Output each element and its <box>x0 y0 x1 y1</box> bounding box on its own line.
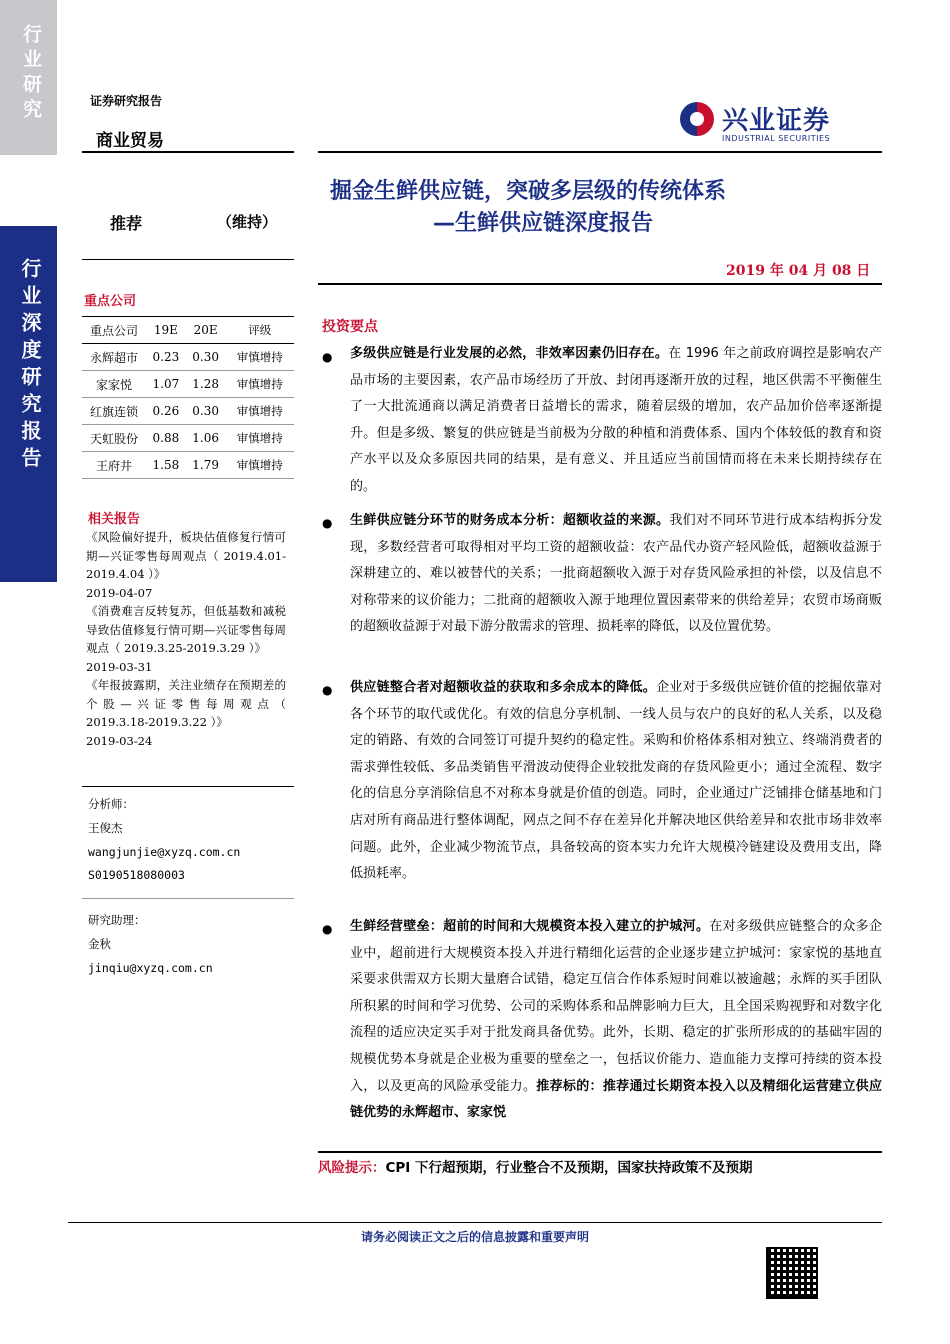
table-cell: 审慎增持 <box>226 452 294 479</box>
investment-point <box>350 508 882 641</box>
logo-cn-text: 兴业证券 <box>722 106 831 136</box>
table-cell: 天虹股份 <box>82 425 146 452</box>
analyst-license: S0190518080003 <box>88 868 185 882</box>
table-cell: 1.58 <box>146 452 186 479</box>
footer-divider <box>68 1222 882 1223</box>
risk-text: CPI 下行超预期，行业整合不及预期，国家扶持政策不及预期 <box>385 1160 753 1176</box>
logo-en-text: INDUSTRIAL SECURITIES <box>722 134 831 143</box>
point-heading: 生鲜经营壁垒：超前的时间和大规模资本投入建立的护城河。 <box>350 919 710 934</box>
sector-divider <box>82 151 294 153</box>
report-subtitle: —生鲜供应链深度报告 <box>433 211 654 236</box>
report-date: 2019 年 04 月 08 日 <box>726 263 871 279</box>
investment-point <box>350 914 882 1127</box>
related-reports-list <box>86 528 286 750</box>
related-reports-heading: 相关报告 <box>88 512 141 527</box>
assistant-divider <box>82 898 294 899</box>
point-body: 在对多级供应链整合的众多企业中，超前进行大规模资本投入并进行精细化运营的企业逐步建立护城河：家家悦的基地直采要求供需双方长期大量磨合试错，稳定互信合作体系短时间难以被逾越；永辉的买手团队所积累的时间和学习优势、公司的采购体系和品牌影响力巨大，且全国采购视野和对数字化流程的适应决定买手对于批发商具备优势。此外，长期、稳定的扩张所形成的的基础牢固的规模优势本身就是企业极为重要的壁垒之一，包括议价能力、造血能力支撑可持续的资本投入，以及更高的风险承受能力。 <box>350 919 882 1094</box>
risk-warning <box>318 1156 753 1176</box>
point-body: 企业对于多级供应链价值的挖掘依靠对各个环节的取代或优化。有效的信息分享机制、一线人员与农户的良好的私人关系，以及稳定的销路、有效的合同签订可提升契约的稳定性。采购和价格体系相对独立、终端消费者的需求弹性较低、多品类销售平滑波动使得企业较批发商的存货风险更小；通过全流程、数字化的信息分享消除信息不对称本身就是价值的创造。同时，企业通过广泛铺排仓储基地和门店对所有商品进行整体调配，网点之间不存在差异化并解决地区供给差异和农批市场非效率问题。此外，企业减少物流节点，具备较高的资本实力允许大规模冷链建设及费用支出，降低损耗率。 <box>350 680 882 882</box>
qr-code-icon <box>766 1247 818 1299</box>
bullet-icon: ● <box>322 683 333 697</box>
point-heading: 供应链整合者对超额收益的获取和多余成本的降低。 <box>350 680 657 695</box>
table-cell: 1.79 <box>186 452 226 479</box>
table-cell: 1.06 <box>186 425 226 452</box>
title-divider <box>318 283 882 285</box>
table-cell: 1.07 <box>146 371 186 398</box>
bullet-icon: ● <box>322 516 333 530</box>
table-cell: 永辉超市 <box>82 344 146 371</box>
point-body: 在 1996 年之前政府调控是影响农产品市场的主要因素，农产品市场经历了开放、封闭再逐渐开放的过程，地区供需不平衡催生了一大批流通商以满足消费者日益增长的需求，随着层级的增加，农产品加价倍率逐渐提升。但是多级、繁复的供应链是当前极为分散的种植和消费体系、国内个体较低的教育和资产水平以及众多原因共同的结果，是有意义、并且适应当前国情而将在未来长期持续存在的。 <box>350 346 882 494</box>
table-row <box>82 344 294 371</box>
key-companies-table <box>82 316 294 479</box>
company-logo <box>680 100 870 145</box>
investment-point <box>350 341 882 501</box>
table-cell: 0.30 <box>186 344 226 371</box>
table-cell: 0.23 <box>146 344 186 371</box>
report-title: 掘金生鲜供应链，突破多层级的传统体系 <box>330 179 727 204</box>
table-cell: 审慎增持 <box>226 344 294 371</box>
related-report-title[interactable]: 《风险偏好提升，板块估值修复行情可期—兴证零售每周观点（ 2019.4.01-2019.4.04 ）》 <box>86 530 286 581</box>
assistant-email[interactable]: jinqiu@xyzq.com.cn <box>88 961 213 975</box>
related-report-title[interactable]: 《年报披露期，关注业绩存在预期差的个股—兴证零售每周观点（ 2019.3.18-2019.3.22 ）》 <box>86 678 286 729</box>
table-row <box>82 425 294 452</box>
risk-label: 风险提示： <box>318 1160 386 1176</box>
sidebar-top-label: 行业研究 <box>20 24 42 124</box>
table-cell: 红旗连锁 <box>82 398 146 425</box>
investment-heading: 投资要点 <box>322 319 378 335</box>
table-cell: 家家悦 <box>82 371 146 398</box>
investment-point <box>350 675 882 888</box>
bullet-icon: ● <box>322 350 333 364</box>
sidebar-bottom-label: 行业深度研究报告 <box>18 258 42 474</box>
table-cell: 0.26 <box>146 398 186 425</box>
table-row <box>82 452 294 479</box>
risk-divider <box>318 1151 882 1153</box>
table-cell: 审慎增持 <box>226 398 294 425</box>
rating-label: 推荐 <box>110 214 143 233</box>
table-header-row <box>82 317 294 344</box>
report-type: 证券研究报告 <box>90 94 163 108</box>
key-companies-heading: 重点公司 <box>84 294 137 309</box>
related-report-date: 2019-03-31 <box>86 659 153 674</box>
bullet-icon: ● <box>322 922 333 936</box>
analyst-label: 分析师： <box>88 797 134 811</box>
sector-name: 商业贸易 <box>96 131 164 151</box>
rating-divider <box>82 259 294 260</box>
point-heading: 多级供应链是行业发展的必然，非效率因素仍旧存在。 <box>350 346 669 361</box>
column-header: 重点公司 <box>82 317 146 344</box>
table-cell: 0.30 <box>186 398 226 425</box>
table-cell: 审慎增持 <box>226 425 294 452</box>
column-header: 20E <box>186 317 226 344</box>
table-row <box>82 371 294 398</box>
header-divider <box>318 151 882 153</box>
table-cell: 1.28 <box>186 371 226 398</box>
analyst-name: 王俊杰 <box>88 821 123 835</box>
recommendation-text: 推荐标的：推荐通过长期资本投入以及精细化运营建立供应链优势的永辉超市、家家悦 <box>350 1078 882 1121</box>
table-cell: 王府井 <box>82 452 146 479</box>
table-cell: 审慎增持 <box>226 371 294 398</box>
related-report-date: 2019-04-07 <box>86 585 153 600</box>
point-heading: 生鲜供应链分环节的财务成本分析：超额收益的来源。 <box>350 513 670 528</box>
assistant-name: 金秋 <box>88 937 111 951</box>
table-cell: 0.88 <box>146 425 186 452</box>
analyst-email[interactable]: wangjunjie@xyzq.com.cn <box>88 845 241 859</box>
rating-status: （维持） <box>217 213 278 231</box>
analyst-divider <box>82 786 294 787</box>
footer-disclaimer: 请务必阅读正文之后的信息披露和重要声明 <box>360 1230 589 1244</box>
point-body: 我们对不同环节进行成本结构拆分发现，多数经营者可取得相对平均工资的超额收益：农产品代办资产轻风险低，超额收益源于深耕建立的、难以被替代的关系；一批商超额收入源于对存货风险承担的补偿，以及信息不对称带来的议价能力；二批商的超额收入源于地理位置因素带来的供给差异；农贸市场商贩的超额收益源于对最下游分散需求的管理、损耗率的降低，以及位置优势。 <box>350 513 882 635</box>
related-report-title[interactable]: 《消费难言反转复苏，但低基数和减税导致估值修复行情可期—兴证零售每周观点（ 2019.3.25-2019.3.29 ）》 <box>86 604 286 655</box>
table-row <box>82 398 294 425</box>
column-header: 19E <box>146 317 186 344</box>
related-report-date: 2019-03-24 <box>86 733 153 748</box>
assistant-label: 研究助理： <box>88 913 146 927</box>
logo-mark-icon <box>680 102 714 136</box>
column-header: 评级 <box>226 317 294 344</box>
